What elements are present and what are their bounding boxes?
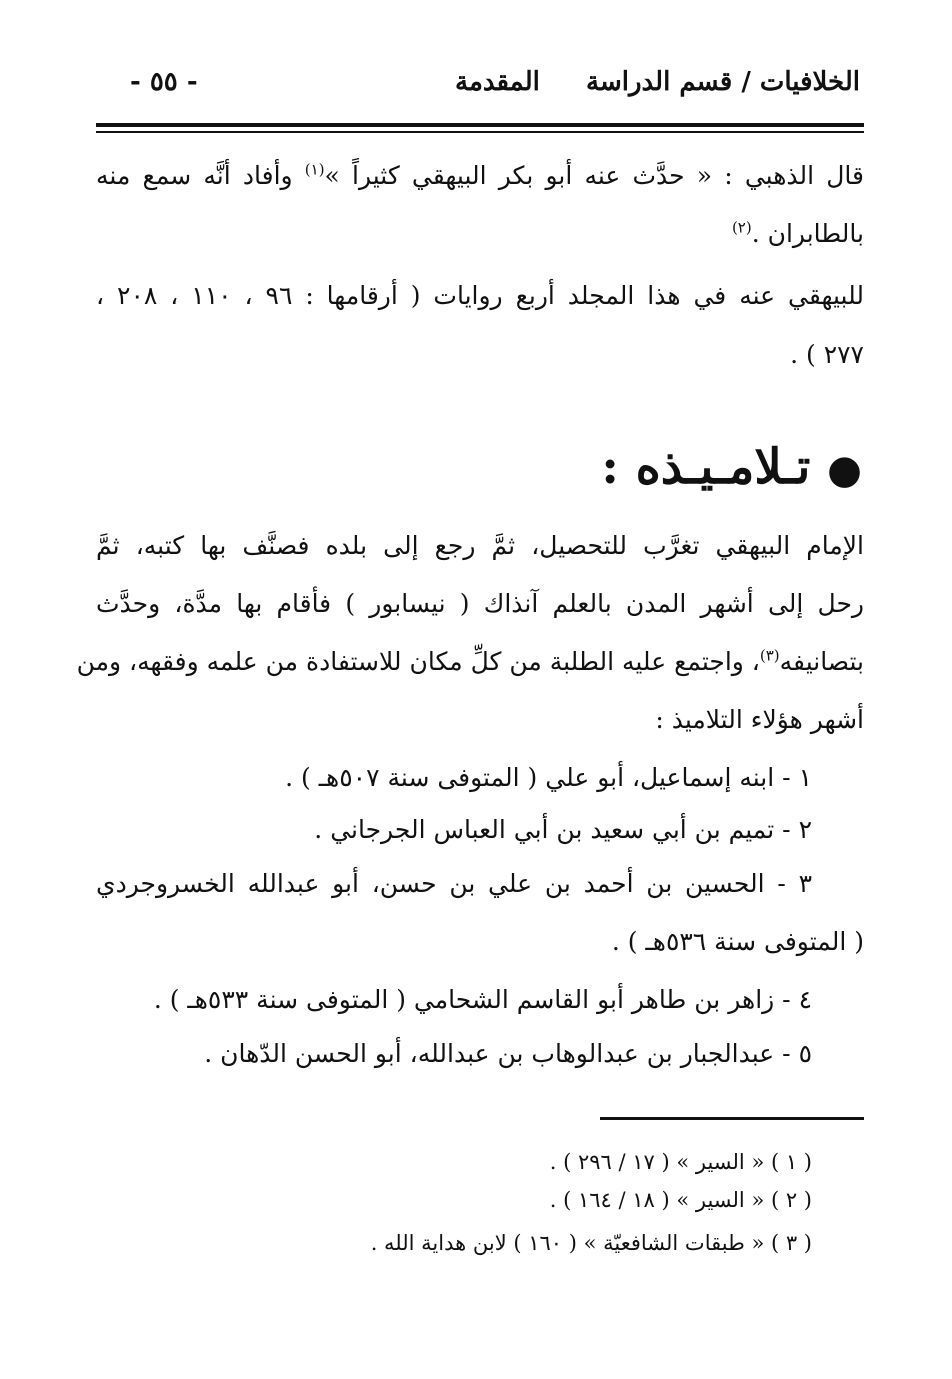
footnote-ref-1[interactable]: (١): [304, 160, 325, 179]
body-line-3-b: ، واجتمع عليه الطلبة من كلِّ مكان للاستفادة من علمه وفقهه، ومن: [76, 647, 760, 676]
body-line-1: الإمام البيهقي تغرَّب للتحصيل، ثمَّ رجع إلى بلده فصنَّف بها كتبه، ثمَّ: [96, 531, 864, 560]
header-rule-thick: [96, 123, 864, 127]
footnote-separator: [600, 1117, 864, 1120]
intro-quote: قال الذهبي : « حدَّث عنه أبو بكر البيهقي كثيراً »: [324, 161, 864, 190]
body-line-3: [76, 640, 864, 684]
intro-line-1: [96, 154, 864, 198]
intro-line-3: للبيهقي عنه في هذا المجلد أربع روايات ( أرقامها : ٩٦ ، ١١٠ ، ٢٠٨ ،: [96, 281, 864, 310]
intro-line-2: [732, 212, 864, 256]
body-line-4: أشهر هؤلاء التلاميذ :: [655, 705, 864, 734]
intro-line-4: ٢٧٧ ) .: [790, 340, 864, 369]
footnote-2: ( ٢ ) « السير » ( ١٨ / ١٦٤ ) .: [549, 1188, 812, 1212]
list-item: ٢ - تميم بن أبي سعيد بن أبي العباس الجرجاني .: [314, 815, 812, 844]
section-heading-title: تـلامـيـذه :: [601, 439, 811, 495]
page-number: - ٥٥ -: [130, 67, 198, 97]
header-rule-thin: [96, 131, 864, 133]
bullet-icon: ●: [827, 446, 862, 493]
section-heading: [601, 432, 862, 505]
list-item: ٤ - زاهر بن طاهر أبو القاسم الشحامي ( المتوفى سنة ٥٣٣هـ ) .: [153, 985, 812, 1014]
intro-quote-tail: وأفاد أنَّه سمع منه: [96, 161, 305, 190]
list-item: ٣ - الحسين بن أحمد بن علي بن حسن، أبو عبدالله الخسروجردي: [96, 869, 812, 898]
footnote-ref-3[interactable]: (٣): [759, 646, 780, 665]
header-section: المقدمة: [455, 67, 540, 97]
list-item: ١ - ابنه إسماعيل، أبو علي ( المتوفى سنة ٥٠٧هـ ) .: [285, 763, 812, 792]
footnote-ref-2[interactable]: (٢): [731, 218, 752, 237]
intro-line-2-text: بالطابران .: [751, 219, 864, 248]
footnote-3: ( ٣ ) « طبقات الشافعيّة » ( ١٦٠ ) لابن هداية الله .: [370, 1231, 812, 1255]
footnote-1: ( ١ ) « السير » ( ١٧ / ٢٩٦ ) .: [549, 1150, 812, 1174]
list-item: ٥ - عبدالجبار بن عبدالوهاب بن عبدالله، أبو الحسن الدّهان .: [204, 1039, 812, 1068]
body-line-2: رحل إلى أشهر المدن بالعلم آنذاك ( نيسابور ) فأقام بها مدَّة، وحدَّث: [96, 589, 864, 618]
list-item-continuation: ( المتوفى سنة ٥٣٦هـ ) .: [611, 927, 864, 956]
header-book-title: الخلافيات / قسم الدراسة: [586, 67, 860, 97]
body-line-3-a: بتصانيفه: [779, 647, 864, 676]
